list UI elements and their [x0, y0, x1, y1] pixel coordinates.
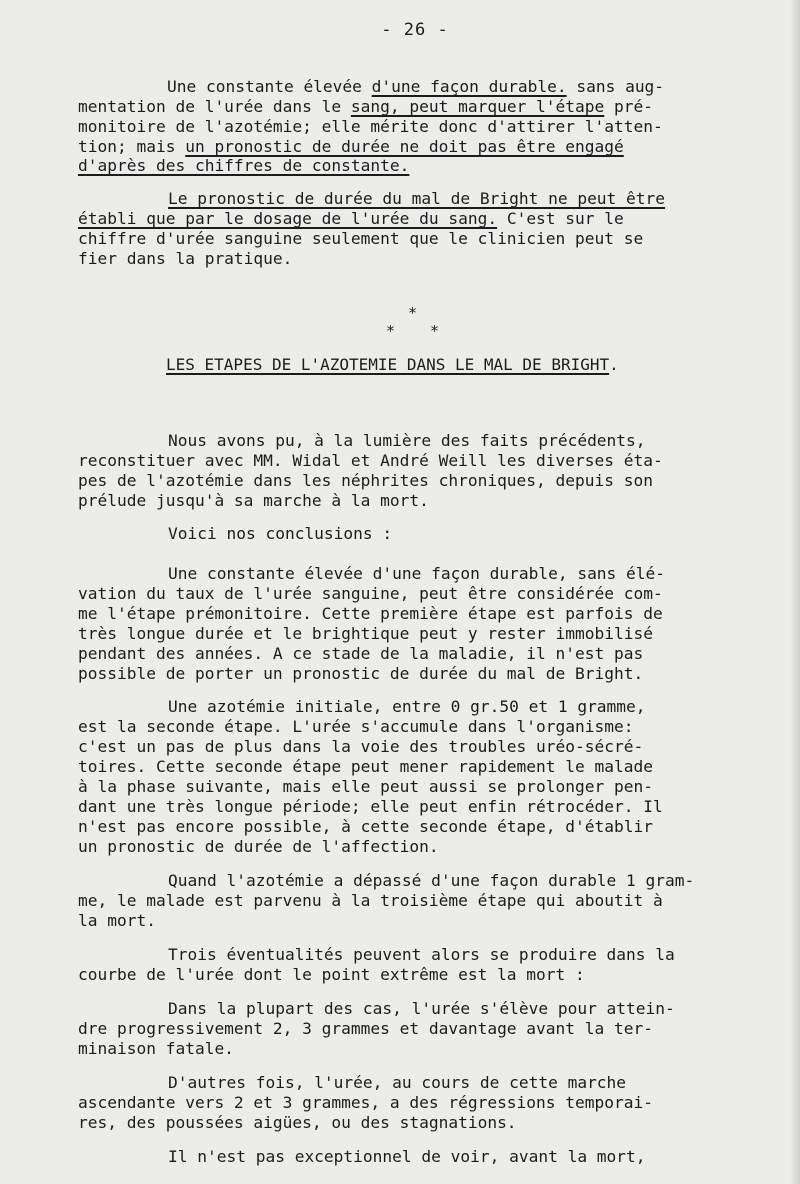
paragraph-6-line-4: toires. Cette seconde étape peut mener rapidement le malade	[78, 757, 653, 776]
paragraph-10-line-2: ascendante vers 2 et 3 grammes, a des régressions temporai-	[78, 1093, 653, 1112]
paragraph-8-line-1: Trois éventualités peuvent alors se produire dans la	[168, 945, 675, 964]
paragraph-4-line-1: Voici nos conclusions :	[168, 524, 393, 543]
paragraph-7-line-2: me, le malade est parvenu à la troisième étape qui aboutit à	[78, 891, 663, 910]
paragraph-5-line-2: vation du taux de l'urée sanguine, peut être considérée com-	[78, 584, 663, 603]
paragraph-5-line-3: me l'étape prémonitoire. Cette première étape est parfois de	[78, 604, 663, 623]
paragraph-1-line-5: d'après des chiffres de constante.	[78, 156, 410, 175]
paragraph-3-line-3: pes de l'azotémie dans les néphrites chroniques, depuis son	[78, 471, 653, 490]
section-heading	[166, 356, 619, 374]
paragraph-7-line-1: Quand l'azotémie a dépassé d'une façon durable 1 gram-	[168, 871, 695, 890]
paragraph-2-line-4: fier dans la pratique.	[78, 249, 293, 268]
paragraph-1-line-3: monitoire de l'azotémie; elle mérite donc d'attirer l'atten-	[78, 117, 663, 136]
paragraph-1-line-2	[78, 98, 653, 116]
paragraph-1-line-2-pre: mentation de l'urée dans le	[78, 97, 351, 116]
paragraph-2-line-2	[78, 210, 624, 228]
paragraph-3-line-1: Nous avons pu, à la lumière des faits précédents,	[168, 431, 646, 450]
paragraph-6-line-2: est la seconde étape. L'urée s'accumule dans l'organisme:	[78, 717, 634, 736]
paragraph-1-line-1	[167, 78, 664, 96]
paragraph-11-line-1: Il n'est pas exceptionnel de voir, avant la mort,	[168, 1147, 646, 1166]
paragraph-8-line-2: courbe de l'urée dont le point extrême est la mort :	[78, 965, 585, 984]
paragraph-5-line-5: pendant des années. A ce stade de la maladie, il n'est pas	[78, 644, 644, 663]
paragraph-7-line-3: la mort.	[78, 911, 156, 930]
paragraph-2-line-3: chiffre d'urée sanguine seulement que le clinicien peut se	[78, 229, 644, 248]
paragraph-2-line-1: Le pronostic de durée du mal de Bright ne peut être	[168, 189, 666, 208]
paragraph-1-line-1-underlined: d'une façon durable.	[371, 77, 567, 96]
paragraph-1-line-4-underlined: un pronostic de durée ne doit pas être engagé	[185, 137, 624, 156]
page-number: - 26 -	[381, 20, 449, 40]
paragraph-3-line-2: reconstituer avec MM. Widal et André Weill les diverses éta-	[78, 451, 663, 470]
page-edge-shadow	[790, 0, 800, 1184]
paragraph-6-line-1: Une azotémie initiale, entre 0 gr.50 et 1 gramme,	[168, 697, 646, 716]
paragraph-10-line-3: res, des poussées aigües, ou des stagnations.	[78, 1113, 517, 1132]
paragraph-5-line-4: très longue durée et le brightique peut y rester immobilisé	[78, 624, 653, 643]
paragraph-6-line-8: un pronostic de durée de l'affection.	[78, 837, 439, 856]
paragraph-9-line-3: minaison fatale.	[78, 1039, 234, 1058]
paragraph-1-line-4	[78, 138, 624, 156]
ornament-star-top: *	[408, 304, 418, 322]
paragraph-5-line-1: Une constante élevée d'une façon durable, sans élé-	[168, 564, 666, 583]
paragraph-6-line-7: n'est pas encore possible, à cette seconde étape, d'établir	[78, 817, 653, 836]
ornament-star-bottom-left: *	[386, 322, 396, 340]
paragraph-5-line-6: possible de porter un pronostic de durée du mal de Bright.	[78, 664, 644, 683]
paragraph-1-line-2-post: pré-	[604, 97, 654, 116]
section-heading-text: LES ETAPES DE L'AZOTEMIE DANS LE MAL DE BRIGHT	[166, 355, 610, 374]
paragraph-10-line-1: D'autres fois, l'urée, au cours de cette marche	[168, 1073, 627, 1092]
paragraph-1-line-2-underlined: sang, peut marquer l'étape	[350, 97, 605, 116]
paragraph-1-line-1-post: sans aug-	[566, 77, 665, 96]
paragraph-9-line-1: Dans la plupart des cas, l'urée s'élève pour attein-	[168, 999, 675, 1018]
paragraph-9-line-2: dre progressivement 2, 3 grammes et davantage avant la ter-	[78, 1019, 653, 1038]
paragraph-1-line-4-pre: tion; mais	[78, 137, 186, 156]
paragraph-6-line-3: c'est un pas de plus dans la voie des troubles uréo-sécré-	[78, 737, 644, 756]
paragraph-6-line-6: dant une très longue période; elle peut enfin rétrocéder. Il	[78, 797, 663, 816]
paragraph-3-line-4: prélude jusqu'à sa marche à la mort.	[78, 491, 429, 510]
ornament-star-bottom-right: *	[430, 322, 440, 340]
paragraph-1-line-1-pre: Une constante élevée	[167, 77, 372, 96]
paragraph-2-line-2-post: C'est sur le	[497, 209, 624, 228]
paragraph-2-line-2-underlined: établi que par le dosage de l'urée du sang.	[78, 209, 498, 228]
section-heading-period: .	[609, 355, 619, 374]
paragraph-6-line-5: à la phase suivante, mais elle peut aussi se prolonger pen-	[78, 777, 653, 796]
